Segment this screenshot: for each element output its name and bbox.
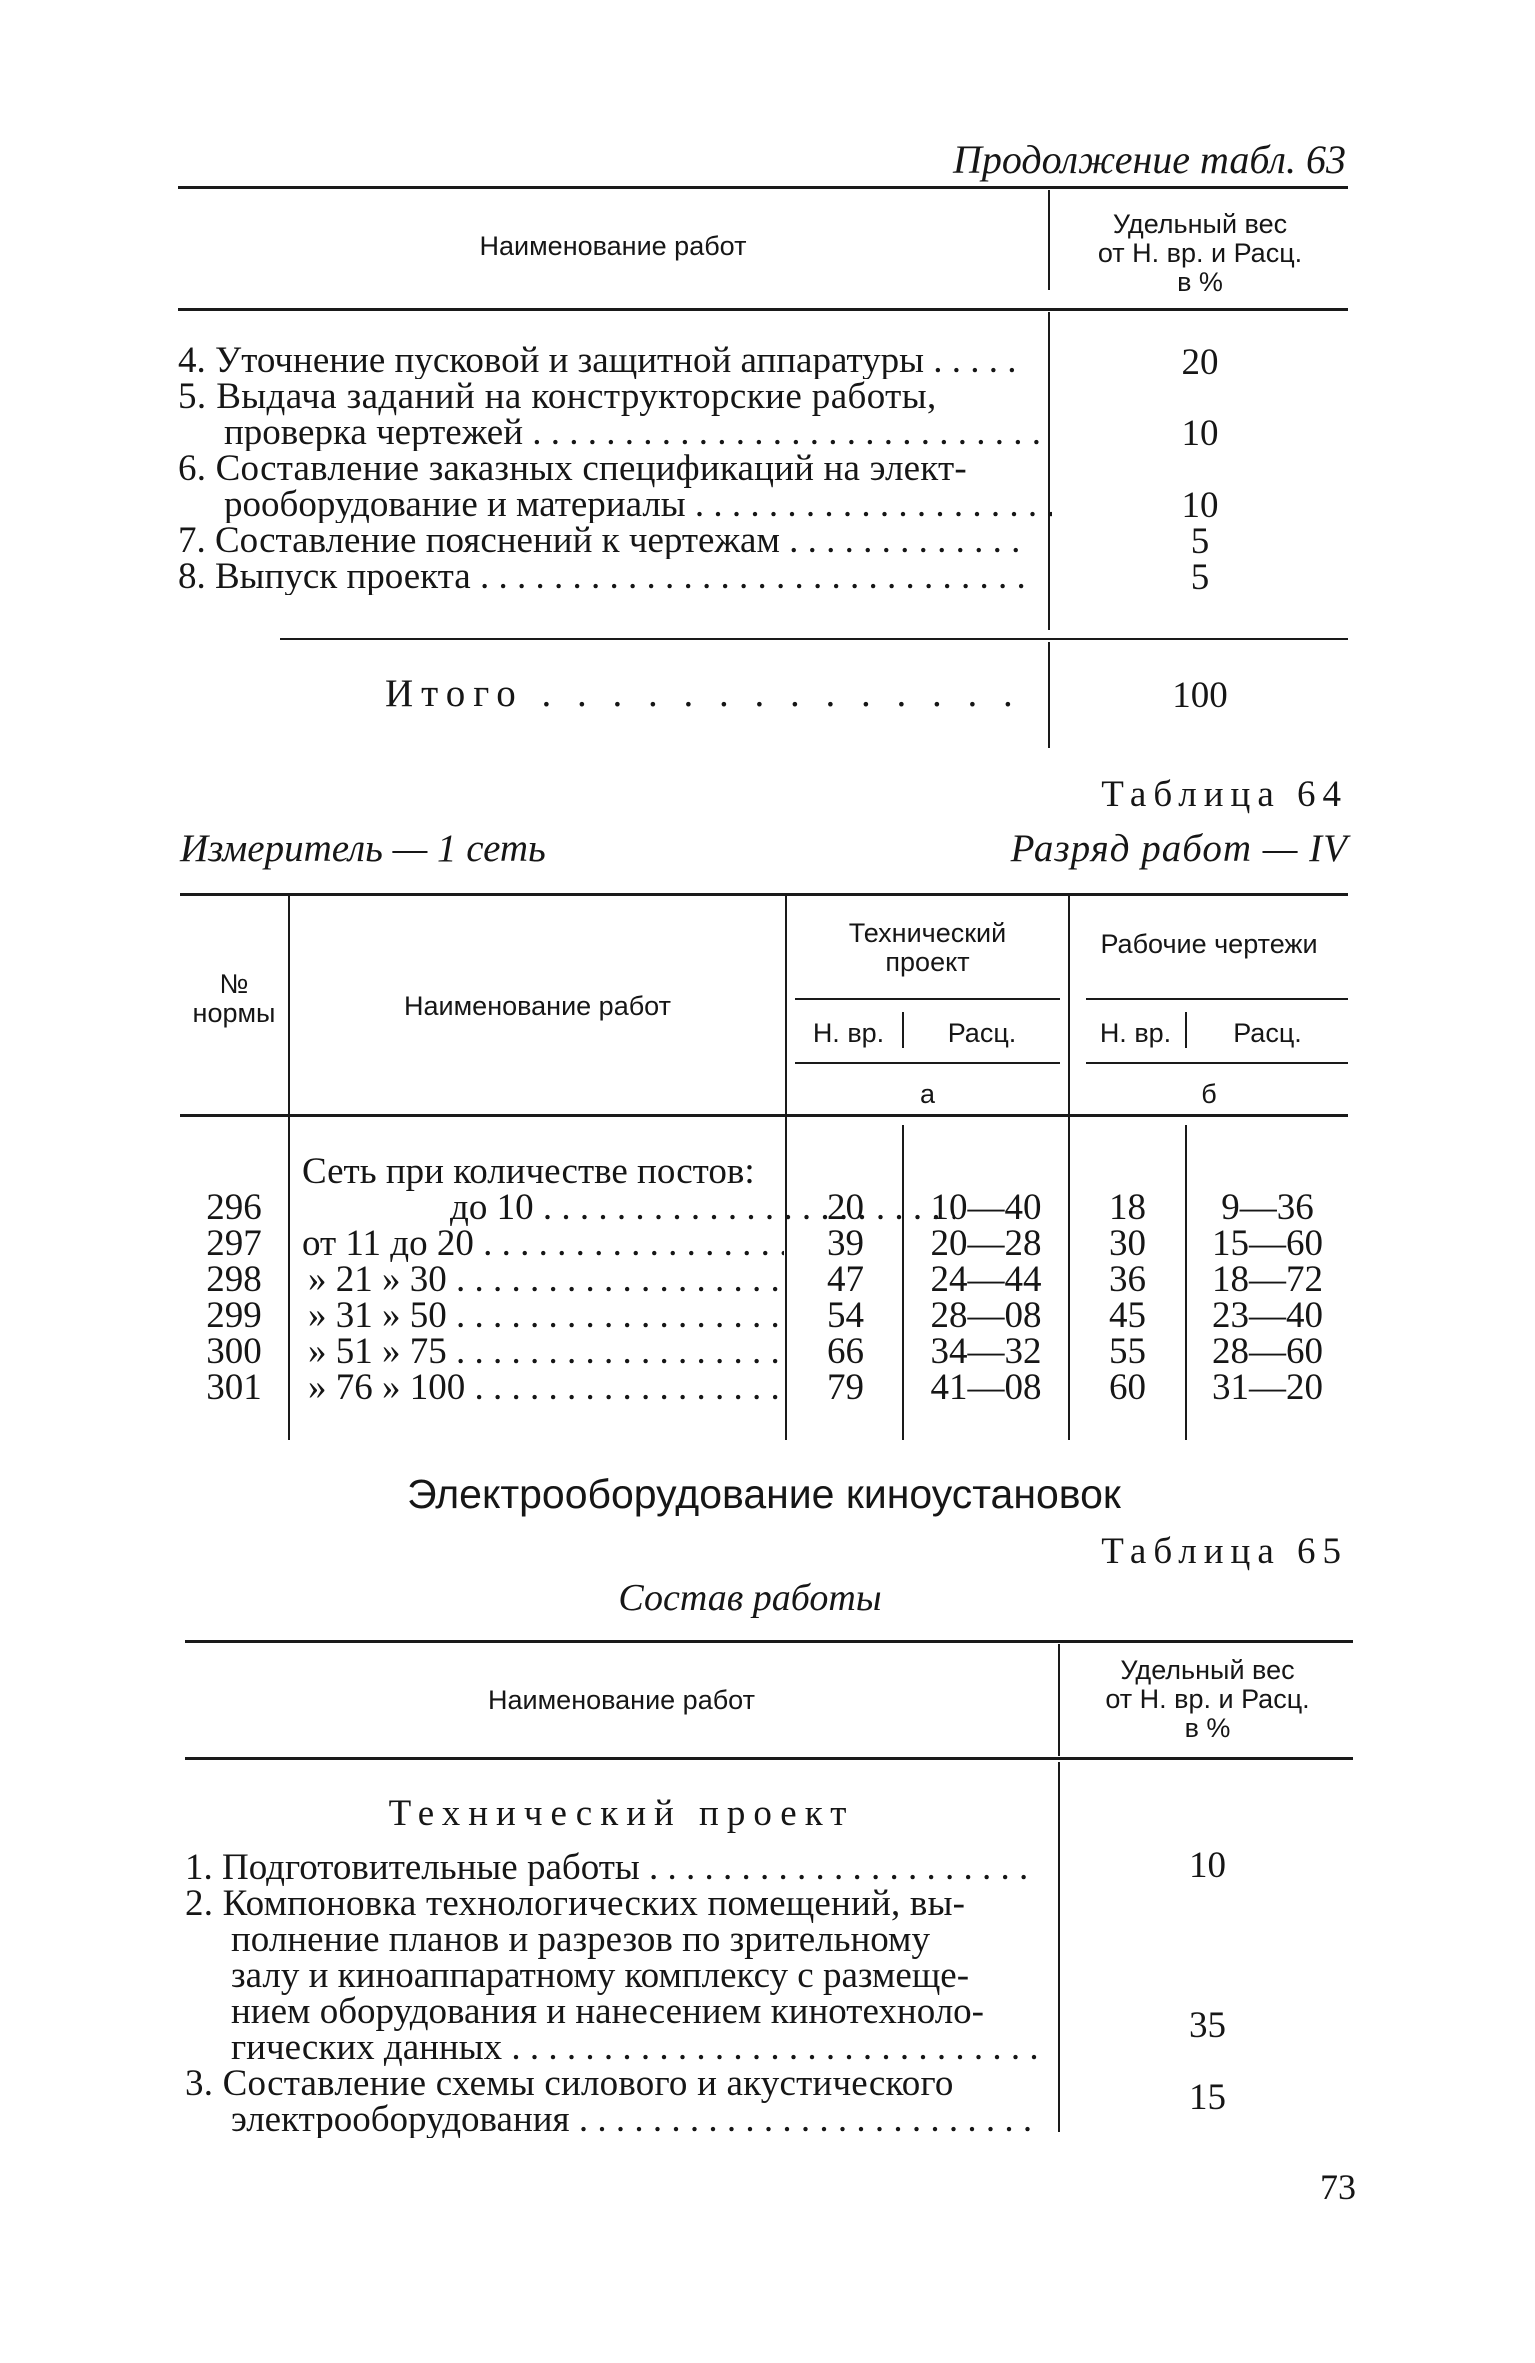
row-text-line-1: 2. Компоновка технологических помещений, вы- — [185, 1883, 966, 1924]
table-row — [180, 1223, 1348, 1264]
row-a-nvr: 79 — [827, 1367, 864, 1408]
row-a-nvr: 54 — [827, 1295, 864, 1336]
table63-header-rule — [178, 308, 1348, 311]
table-row — [180, 1259, 1348, 1300]
row-text: 8. Выпуск проекта . . . — [178, 559, 1028, 595]
table-row — [180, 1187, 1348, 1228]
row-a-nvr: 20 — [827, 1187, 864, 1228]
table64-sub-b-rule — [1086, 1062, 1348, 1064]
row-a-rasc: 24—44 — [930, 1259, 1042, 1300]
group-a-line-1: Технический — [848, 918, 1007, 948]
table63-row-7 — [178, 523, 1028, 559]
row-text: 7. Составление пояснений к чертежам . . . — [178, 523, 1028, 559]
table65-row-3 — [185, 2063, 1038, 2138]
continuation-label: Продолжение табл. 63 — [952, 137, 1346, 182]
section-heading: Электрооборудование киноустановок — [407, 1471, 1121, 1517]
table63-value-8: 5 — [1190, 557, 1210, 598]
row-text: 4. Уточнение пусковой и защитной аппаратуры . . . — [178, 343, 1028, 379]
row-text-line-4: нием оборудования и нанесением кинотехноло- — [231, 1991, 984, 2032]
row-a-rasc: 20—28 — [930, 1223, 1042, 1264]
row-no: 296 — [206, 1187, 262, 1228]
table63-body-divider — [1048, 312, 1050, 630]
table63-total-value: 100 — [1172, 675, 1228, 716]
row-b-rasc: 23—40 — [1212, 1295, 1323, 1336]
row-text-line-1: 5. Выдача заданий на конструкторские работы, — [178, 376, 937, 417]
row-no: 297 — [206, 1223, 262, 1264]
table64-title: Таблица 64 — [1101, 774, 1348, 815]
row-b-rasc: 15—60 — [1212, 1223, 1323, 1264]
table64-sub-a-nvr: Н. вр. — [812, 1018, 885, 1048]
table-row — [180, 1367, 1348, 1408]
table64-group-a-rule — [795, 998, 1060, 1000]
weight-header-line-1: Удельный вес — [1112, 209, 1288, 239]
table63-total-rule — [280, 638, 1348, 640]
table64-col-no-header — [180, 970, 288, 1028]
table64-grade: Разряд работ — IV — [1010, 827, 1348, 870]
table65-title: Таблица 65 — [1101, 1531, 1348, 1572]
weight-header-line-2: от Н. вр. и Расц. — [1097, 238, 1303, 268]
row-name: » 51 » 75 . . . — [308, 1334, 784, 1370]
table65-col-weight-header — [1062, 1656, 1353, 1743]
row-text-line-2: рооборудование и материалы . . . — [178, 487, 1052, 523]
table64-col-name-header: Наименование работ — [404, 991, 671, 1021]
table64-sub-b-rasc: Расц. — [1233, 1018, 1302, 1048]
row-a-rasc: 34—32 — [930, 1331, 1042, 1372]
table65-subtitle: Состав работы — [618, 1577, 882, 1619]
row-a-nvr: 66 — [827, 1331, 864, 1372]
weight-header-line-3: в % — [1177, 267, 1223, 297]
row-text-line-3: залу и киноаппаратному комплексу с размеще- — [231, 1955, 970, 1996]
row-b-rasc: 18—72 — [1212, 1259, 1323, 1300]
table65-value-3: 15 — [1189, 2077, 1226, 2118]
table64-sub-a-rule — [795, 1062, 1060, 1064]
table-row — [180, 1295, 1348, 1336]
table63-total-divider — [1048, 642, 1050, 748]
table63-col-weight-header — [1052, 210, 1348, 297]
row-b-nvr: 18 — [1109, 1187, 1146, 1228]
table65-row-1 — [185, 1850, 1038, 1886]
table63-top-rule — [178, 186, 1348, 189]
row-b-rasc: 9—36 — [1221, 1187, 1314, 1228]
row-no: 298 — [206, 1259, 262, 1300]
row-a-rasc: 10—40 — [930, 1187, 1042, 1228]
row-text-line-2: проверка чертежей . . . — [178, 415, 1052, 451]
table65-group-label: Технический проект — [388, 1793, 855, 1834]
row-name: от 11 до 20 . . . — [302, 1226, 784, 1262]
table65-value-1: 10 — [1189, 1845, 1226, 1886]
table64-letter-a: а — [919, 1079, 936, 1109]
table63-row-8 — [178, 559, 1028, 595]
weight-header-line-1: Удельный вес — [1120, 1655, 1295, 1685]
page-number: 73 — [1320, 2167, 1356, 2207]
group-a-line-2: проект — [885, 947, 970, 977]
table63-row-5 — [178, 376, 1028, 451]
table65-body-divider — [1058, 1762, 1060, 2132]
table65-col-divider — [1058, 1644, 1060, 1756]
row-text-line-2: полнение планов и разрезов по зрительному — [231, 1919, 930, 1960]
row-b-rasc: 28—60 — [1212, 1331, 1323, 1372]
table64-meter: Измеритель — 1 сеть — [180, 827, 546, 870]
no-sign: № — [219, 969, 249, 999]
table63-col-name-header: Наименование работ — [479, 231, 747, 261]
row-b-nvr: 45 — [1109, 1295, 1146, 1336]
row-no: 301 — [206, 1367, 262, 1408]
row-b-nvr: 60 — [1109, 1367, 1146, 1408]
row-no: 300 — [206, 1331, 262, 1372]
table64-header-rule — [180, 1114, 1348, 1117]
row-a-rasc: 28—08 — [930, 1295, 1042, 1336]
table63-value-4: 20 — [1181, 342, 1219, 383]
row-name: » 31 » 50 . . . — [308, 1298, 784, 1334]
table65-row-2 — [185, 1883, 1038, 2066]
row-a-rasc: 41—08 — [930, 1367, 1042, 1408]
row-text: 1. Подготовительные работы . . . — [185, 1850, 1038, 1886]
row-a-nvr: 39 — [827, 1223, 864, 1264]
row-b-rasc: 31—20 — [1212, 1367, 1323, 1408]
row-text-line-2: электрооборудования . . . — [185, 2102, 1038, 2138]
weight-header-line-2: от Н. вр. и Расц. — [1105, 1684, 1310, 1714]
table-row — [180, 1331, 1348, 1372]
table64-sub-a-rasc: Расц. — [947, 1018, 1017, 1048]
table63-col-divider — [1048, 190, 1050, 290]
row-b-nvr: 36 — [1109, 1259, 1146, 1300]
row-name: » 76 » 100 . . . — [308, 1370, 784, 1406]
table64-intro: Сеть при количестве постов: — [302, 1151, 755, 1192]
row-text-line-1: 6. Составление заказных спецификаций на элект- — [178, 448, 967, 489]
table65-value-2: 35 — [1189, 2005, 1226, 2046]
table65-col-name-header: Наименование работ — [488, 1685, 755, 1715]
row-name: » 21 » 30 . . . — [308, 1262, 784, 1298]
table63-total — [385, 676, 1030, 712]
table65-header-rule — [185, 1757, 1353, 1760]
table64-group-b-header: Рабочие чертежи — [1100, 929, 1318, 959]
table63-row-6 — [178, 448, 1028, 523]
row-no: 299 — [206, 1295, 262, 1336]
table64-top-rule — [180, 893, 1348, 896]
no-label: нормы — [192, 998, 276, 1028]
table63-value-6: 10 — [1181, 485, 1219, 526]
row-text-line-5: гических данных . . . — [185, 2030, 1038, 2066]
row-name: до 10 . . . — [450, 1190, 955, 1226]
table63-value-5: 10 — [1181, 413, 1219, 454]
row-a-nvr: 47 — [827, 1259, 864, 1300]
row-b-nvr: 55 — [1109, 1331, 1146, 1372]
table64-group-b-rule — [1086, 998, 1348, 1000]
row-text-line-1: 3. Составление схемы силового и акустического — [185, 2063, 954, 2104]
table63-row-4 — [178, 343, 1028, 379]
row-b-nvr: 30 — [1109, 1223, 1146, 1264]
table64-sub-b-nvr: Н. вр. — [1099, 1018, 1172, 1048]
table64-group-a-header — [787, 919, 1068, 977]
total-label: Итого . . . — [385, 676, 1030, 712]
table64-letter-b: б — [1201, 1079, 1217, 1109]
table65-top-rule — [185, 1640, 1353, 1643]
weight-header-line-3: в % — [1184, 1713, 1231, 1743]
table63-value-7: 5 — [1190, 521, 1210, 562]
